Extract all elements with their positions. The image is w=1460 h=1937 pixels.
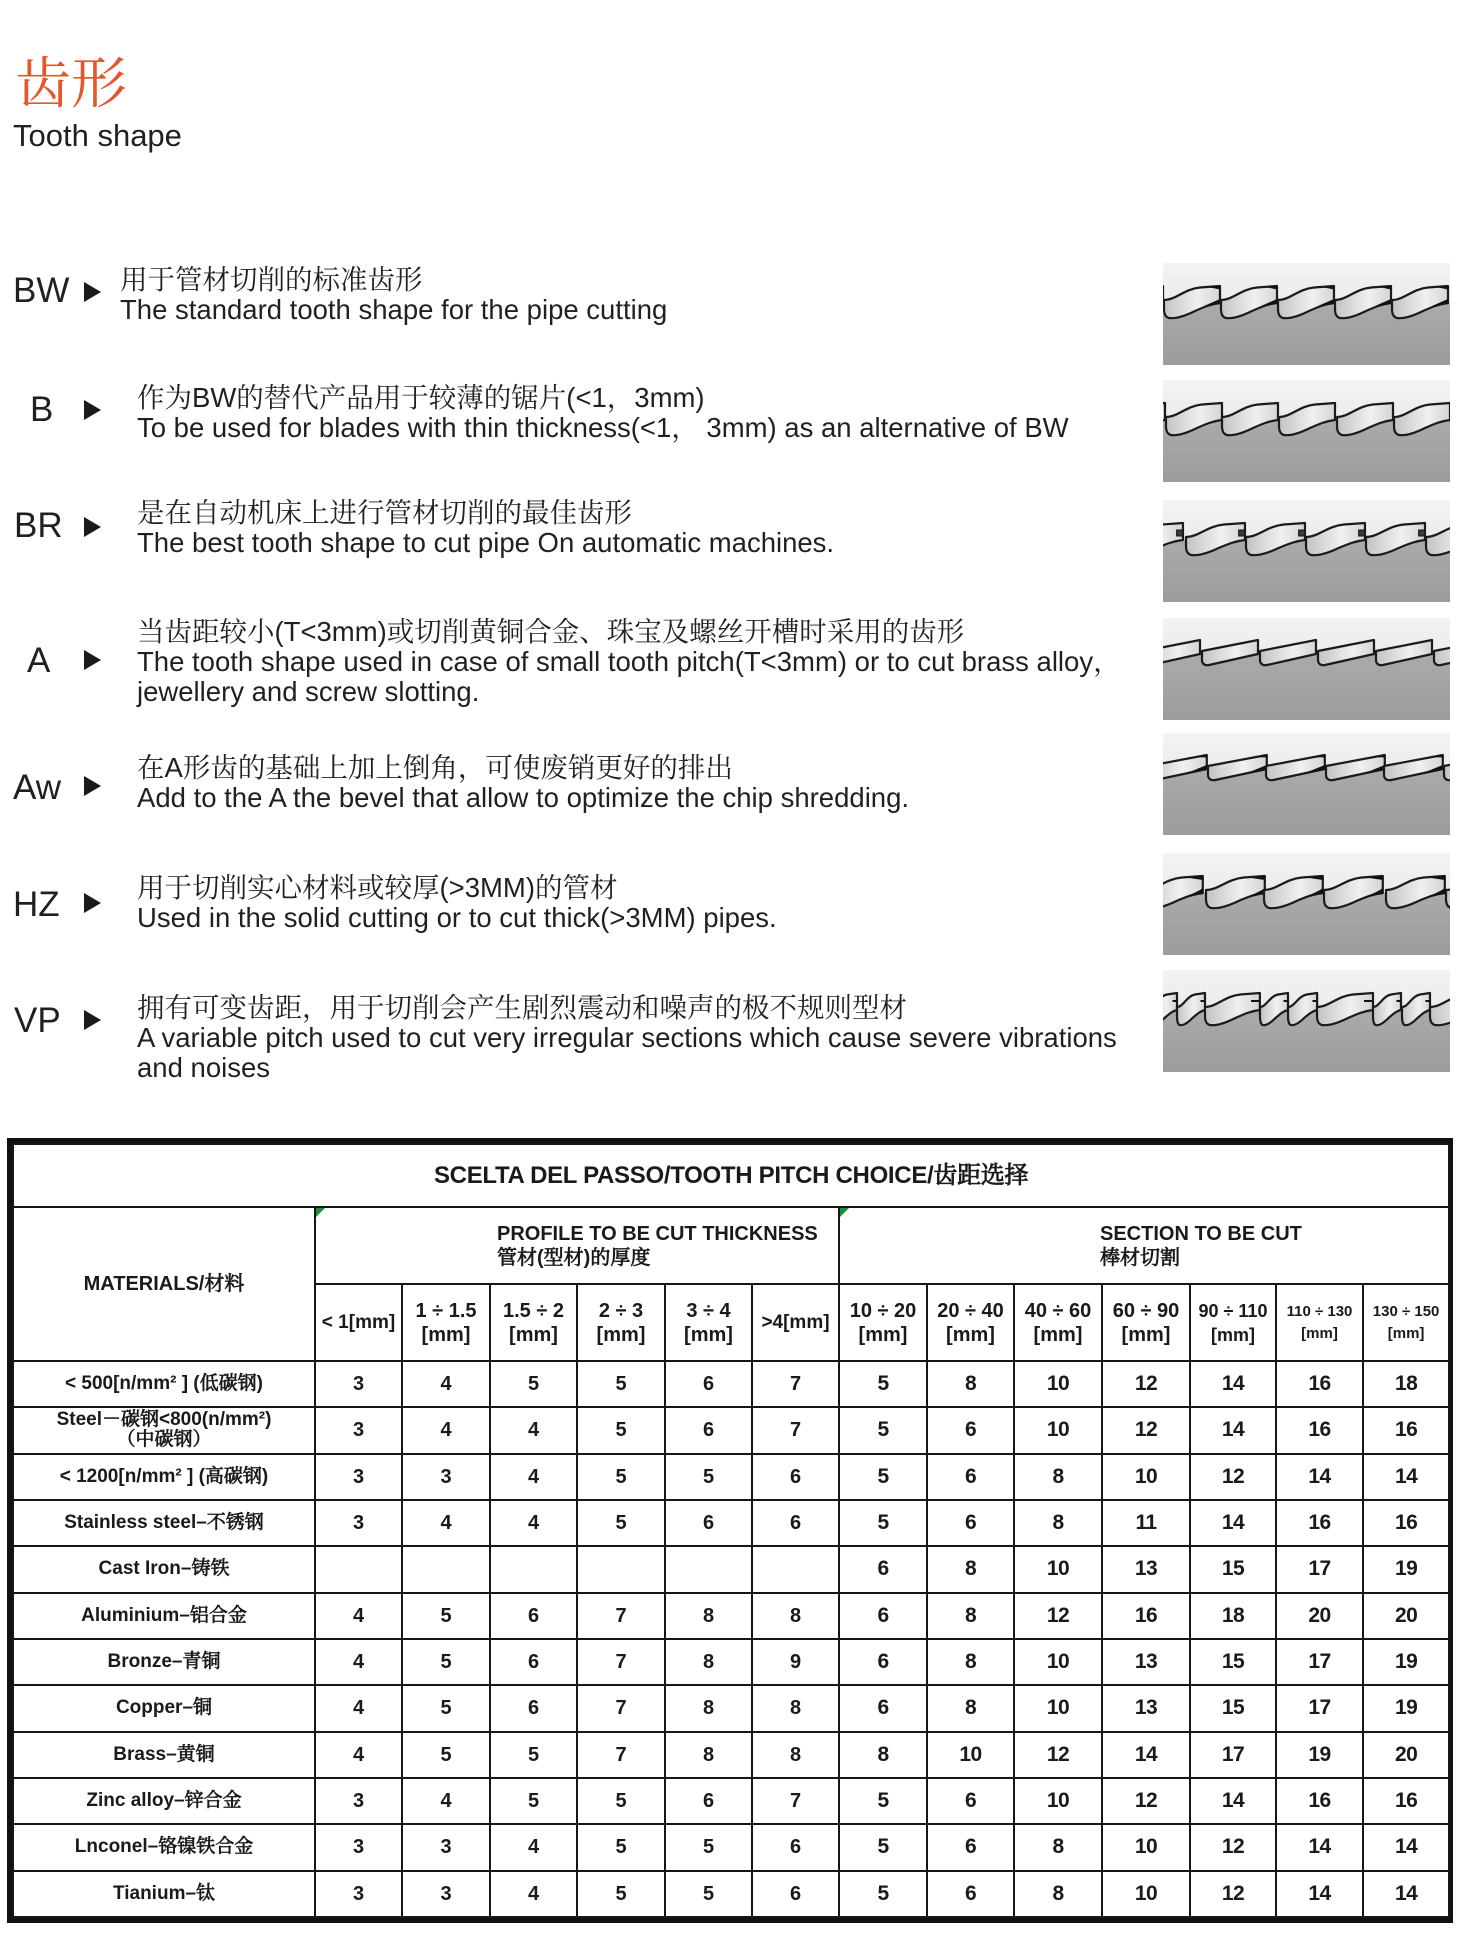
- a-tooth-profile-image: [1163, 618, 1450, 720]
- section-pitch-value: 10: [1014, 1685, 1102, 1731]
- column-unit: [mm]: [421, 1323, 471, 1346]
- column-unit: [mm]: [858, 1323, 908, 1346]
- profile-pitch-value: 9: [752, 1639, 839, 1685]
- section-pitch-value: 17: [1276, 1685, 1363, 1731]
- profile-pitch-value: 6: [752, 1454, 839, 1500]
- section-pitch-value: 19: [1363, 1685, 1449, 1731]
- column-range: 2 ÷ 3: [598, 1299, 644, 1322]
- profile-pitch-value: 5: [665, 1871, 752, 1917]
- description-chinese: 当齿距较小(T<3mm)或切削黄铜合金、珠宝及螺丝开槽时采用的齿形: [137, 616, 965, 647]
- column-unit: [mm]: [684, 1323, 733, 1346]
- vp-tooth-profile-image: [1163, 970, 1450, 1072]
- material-cell: [13, 1407, 315, 1453]
- material-name: （中碳钢）: [116, 1429, 212, 1451]
- profile-column-header: [577, 1284, 665, 1361]
- column-unit: [mm]: [1033, 1323, 1083, 1346]
- section-column-header: [1363, 1284, 1449, 1361]
- tooth-pitch-table: [7, 1138, 1453, 1923]
- column-range: >4[mm]: [761, 1311, 830, 1333]
- section-pitch-value: 8: [1014, 1824, 1102, 1870]
- description-english: To be used for blades with thin thickness(<1， 3mm) as an alternative of BW: [137, 412, 1069, 443]
- section-pitch-value: 10: [1014, 1361, 1102, 1407]
- tooth-code-label: HZ: [13, 885, 60, 924]
- bw-tooth-profile-image: [1163, 263, 1450, 365]
- column-unit: [mm]: [1387, 1324, 1425, 1342]
- profile-pitch-value: 6: [665, 1361, 752, 1407]
- profile-pitch-value: 6: [490, 1685, 577, 1731]
- material-name: < 500[n/mm² ] (低碳钢): [65, 1373, 263, 1395]
- profile-pitch-value: [577, 1546, 665, 1592]
- profile-pitch-value: 4: [402, 1500, 490, 1546]
- column-range: 1.5 ÷ 2: [502, 1299, 564, 1322]
- section-pitch-value: 12: [1190, 1871, 1276, 1917]
- profile-pitch-value: 4: [490, 1500, 577, 1546]
- profile-pitch-value: 3: [402, 1454, 490, 1500]
- page-title-english: Tooth shape: [13, 118, 182, 153]
- column-unit: [mm]: [509, 1323, 558, 1346]
- column-range: 20 ÷ 40: [937, 1299, 1004, 1322]
- tooth-code-label: B: [30, 390, 54, 429]
- material-cell: [13, 1454, 315, 1500]
- description-chinese: 作为BW的替代产品用于较薄的锯片(<1，3mm): [137, 382, 705, 413]
- materials-header: MATERIALS/材料: [13, 1207, 315, 1361]
- profile-pitch-value: [402, 1546, 490, 1592]
- tooth-code-label: BW: [13, 271, 70, 310]
- section-pitch-value: 10: [1102, 1824, 1190, 1870]
- table-row: [13, 1778, 1449, 1824]
- tooth-description: [137, 498, 834, 558]
- profile-pitch-value: 7: [577, 1639, 665, 1685]
- description-chinese: 在A形齿的基础上加上倒角，可使废销更好的排出: [137, 752, 733, 783]
- description-chinese: 拥有可变齿距，用于切削会产生剧烈震动和噪声的极不规则型材: [137, 992, 907, 1023]
- profile-column-header: [315, 1284, 402, 1361]
- section-pitch-value: 12: [1102, 1361, 1190, 1407]
- section-pitch-value: 8: [927, 1546, 1014, 1592]
- table-row: [13, 1732, 1449, 1778]
- section-pitch-value: 14: [1276, 1871, 1363, 1917]
- section-column-header: [1102, 1284, 1190, 1361]
- section-pitch-value: 6: [839, 1546, 927, 1592]
- profile-pitch-value: 5: [577, 1824, 665, 1870]
- section-pitch-value: 16: [1363, 1778, 1449, 1824]
- material-name: Brass–黄铜: [113, 1743, 215, 1765]
- comment-marker-icon: [840, 1208, 849, 1217]
- section-pitch-value: 15: [1190, 1639, 1276, 1685]
- table-row: [13, 1361, 1449, 1407]
- column-range: 40 ÷ 60: [1024, 1299, 1092, 1322]
- tooth-code-label: BR: [14, 506, 63, 545]
- triangle-bullet-icon: [84, 776, 101, 796]
- description-english: A variable pitch used to cut very irregular sections which cause severe vibrations: [137, 1022, 1117, 1053]
- table-row: [13, 1593, 1449, 1639]
- table-row: [13, 1871, 1449, 1917]
- profile-pitch-value: 3: [315, 1500, 402, 1546]
- section-pitch-value: 12: [1014, 1732, 1102, 1778]
- profile-pitch-value: 8: [752, 1732, 839, 1778]
- profile-pitch-value: 7: [577, 1593, 665, 1639]
- profile-pitch-value: 7: [752, 1361, 839, 1407]
- description-english: The standard tooth shape for the pipe cutting: [120, 294, 668, 325]
- section-column-header: [927, 1284, 1014, 1361]
- profile-pitch-value: 5: [577, 1407, 665, 1453]
- table-row: [13, 1407, 1449, 1453]
- profile-pitch-value: 4: [490, 1454, 577, 1500]
- tooth-description: [137, 993, 1117, 1083]
- column-range: 110 ÷ 130: [1286, 1302, 1353, 1320]
- section-pitch-value: 17: [1276, 1546, 1363, 1592]
- profile-pitch-value: 6: [752, 1871, 839, 1917]
- material-cell: [13, 1871, 315, 1917]
- triangle-bullet-icon: [84, 282, 101, 302]
- profile-thickness-header: [315, 1207, 839, 1284]
- section-pitch-value: 14: [1363, 1454, 1449, 1500]
- section-pitch-value: 6: [927, 1500, 1014, 1546]
- triangle-bullet-icon: [84, 650, 101, 670]
- column-range: 60 ÷ 90: [1112, 1299, 1180, 1322]
- section-column-header: [1014, 1284, 1102, 1361]
- column-range: 1 ÷ 1.5: [415, 1299, 477, 1322]
- section-pitch-value: 19: [1363, 1546, 1449, 1592]
- column-range: < 1[mm]: [321, 1311, 396, 1333]
- profile-column-header: [665, 1284, 752, 1361]
- triangle-bullet-icon: [84, 400, 101, 420]
- section-pitch-value: 8: [927, 1639, 1014, 1685]
- section-pitch-value: 12: [1190, 1824, 1276, 1870]
- material-cell: [13, 1778, 315, 1824]
- section-pitch-value: 16: [1276, 1778, 1363, 1824]
- profile-pitch-value: 4: [490, 1871, 577, 1917]
- blade-body: [1163, 769, 1450, 835]
- section-pitch-value: 17: [1276, 1639, 1363, 1685]
- profile-pitch-value: 5: [490, 1778, 577, 1824]
- profile-pitch-value: 3: [315, 1454, 402, 1500]
- section-header-chinese: 棒材切割: [1100, 1246, 1180, 1269]
- section-pitch-value: 14: [1276, 1824, 1363, 1870]
- section-pitch-value: 6: [839, 1685, 927, 1731]
- profile-pitch-value: 3: [315, 1407, 402, 1453]
- section-pitch-value: 14: [1190, 1361, 1276, 1407]
- profile-pitch-value: 6: [665, 1500, 752, 1546]
- profile-pitch-value: 3: [315, 1778, 402, 1824]
- section-pitch-value: 16: [1276, 1361, 1363, 1407]
- table-title-row: [13, 1144, 1449, 1207]
- section-pitch-value: 8: [1014, 1500, 1102, 1546]
- material-name: Lnconel–铬镍铁合金: [74, 1836, 254, 1858]
- profile-pitch-value: [752, 1546, 839, 1592]
- profile-pitch-value: 6: [665, 1407, 752, 1453]
- page-title-chinese: 齿形: [15, 52, 127, 115]
- section-pitch-value: 17: [1190, 1732, 1276, 1778]
- profile-pitch-value: 3: [402, 1871, 490, 1917]
- description-english: The best tooth shape to cut pipe On automatic machines.: [137, 527, 835, 558]
- section-pitch-value: 8: [927, 1593, 1014, 1639]
- profile-pitch-value: 7: [577, 1685, 665, 1731]
- tooth-description: [137, 383, 1069, 443]
- tooth-code-label: A: [27, 641, 51, 680]
- material-name: < 1200[n/mm² ] (高碳钢): [59, 1465, 269, 1487]
- hz-tooth-profile-image: [1163, 853, 1450, 955]
- aw-tooth-profile-image: [1163, 733, 1450, 835]
- table-row: [13, 1454, 1449, 1500]
- material-name: Copper–铜: [115, 1697, 213, 1719]
- profile-pitch-value: 3: [402, 1824, 490, 1870]
- section-pitch-value: 16: [1102, 1593, 1190, 1639]
- section-pitch-value: 8: [1014, 1454, 1102, 1500]
- material-name: Tianium–钛: [112, 1882, 216, 1904]
- section-pitch-value: 18: [1363, 1361, 1449, 1407]
- section-pitch-value: 10: [1014, 1546, 1102, 1592]
- section-pitch-value: 14: [1190, 1407, 1276, 1453]
- comment-marker-icon: [316, 1208, 325, 1217]
- section-pitch-value: 8: [839, 1732, 927, 1778]
- profile-pitch-value: 5: [402, 1732, 490, 1778]
- profile-pitch-value: 6: [752, 1500, 839, 1546]
- section-pitch-value: 13: [1102, 1639, 1190, 1685]
- tooth-code-label: Aw: [13, 768, 61, 807]
- section-pitch-value: 6: [927, 1871, 1014, 1917]
- profile-pitch-value: 4: [315, 1732, 402, 1778]
- section-pitch-value: 6: [839, 1593, 927, 1639]
- profile-pitch-value: 7: [577, 1732, 665, 1778]
- pitch-table-grid: [12, 1143, 1450, 1918]
- profile-pitch-value: 4: [402, 1778, 490, 1824]
- section-pitch-value: 8: [927, 1685, 1014, 1731]
- profile-pitch-value: 8: [665, 1593, 752, 1639]
- material-cell: [13, 1639, 315, 1685]
- profile-pitch-value: 8: [665, 1639, 752, 1685]
- section-pitch-value: 14: [1190, 1778, 1276, 1824]
- section-pitch-value: 14: [1363, 1824, 1449, 1870]
- section-pitch-value: 10: [1014, 1407, 1102, 1453]
- tooth-description: [120, 265, 667, 325]
- table-title: SCELTA DEL PASSO/TOOTH PITCH CHOICE/齿距选择: [13, 1144, 1449, 1207]
- column-range: 10 ÷ 20: [849, 1299, 917, 1322]
- profile-pitch-value: 5: [577, 1778, 665, 1824]
- profile-pitch-value: 5: [402, 1685, 490, 1731]
- column-range: 130 ÷ 150: [1372, 1302, 1440, 1320]
- section-pitch-value: 20: [1363, 1732, 1449, 1778]
- section-pitch-value: 12: [1190, 1454, 1276, 1500]
- section-pitch-value: 12: [1014, 1593, 1102, 1639]
- tooth-description: [137, 753, 909, 813]
- triangle-bullet-icon: [84, 893, 101, 913]
- profile-pitch-value: 5: [490, 1361, 577, 1407]
- description-english-continued: jewellery and screw slotting.: [137, 676, 480, 707]
- profile-pitch-value: 5: [490, 1732, 577, 1778]
- material-cell: [13, 1685, 315, 1731]
- b-tooth-profile-image: [1163, 380, 1450, 482]
- section-pitch-value: 10: [927, 1732, 1014, 1778]
- section-pitch-value: 14: [1190, 1500, 1276, 1546]
- section-column-header: [1276, 1284, 1363, 1361]
- section-pitch-value: 12: [1102, 1407, 1190, 1453]
- profile-pitch-value: 5: [577, 1361, 665, 1407]
- triangle-bullet-icon: [84, 517, 101, 537]
- profile-column-header: [402, 1284, 490, 1361]
- profile-pitch-value: 6: [490, 1639, 577, 1685]
- material-cell: [13, 1361, 315, 1407]
- section-pitch-value: 19: [1363, 1639, 1449, 1685]
- profile-pitch-value: 4: [402, 1361, 490, 1407]
- section-pitch-value: 5: [839, 1407, 927, 1453]
- profile-pitch-value: 5: [665, 1824, 752, 1870]
- material-cell: [13, 1593, 315, 1639]
- table-row: [13, 1639, 1449, 1685]
- section-pitch-value: 8: [1014, 1871, 1102, 1917]
- column-unit: [mm]: [1301, 1324, 1338, 1342]
- tooth-description: [137, 873, 777, 933]
- section-pitch-value: 16: [1276, 1500, 1363, 1546]
- section-pitch-value: 10: [1014, 1639, 1102, 1685]
- section-column-header: [839, 1284, 927, 1361]
- profile-pitch-value: 4: [402, 1407, 490, 1453]
- material-name: Zinc alloy–锌合金: [86, 1790, 242, 1812]
- description-english: Used in the solid cutting or to cut thick(>3MM) pipes.: [137, 902, 777, 933]
- material-name: Stainless steel–不锈钢: [64, 1512, 264, 1534]
- description-chinese: 用于切削实心材料或较厚(>3MM)的管材: [137, 872, 618, 903]
- profile-pitch-value: 5: [577, 1500, 665, 1546]
- section-pitch-value: 5: [839, 1778, 927, 1824]
- table-row: [13, 1546, 1449, 1592]
- section-pitch-value: 10: [1014, 1778, 1102, 1824]
- table-row: [13, 1500, 1449, 1546]
- description-english: Add to the A the bevel that allow to optimize the chip shredding.: [137, 782, 910, 813]
- section-pitch-value: 14: [1276, 1454, 1363, 1500]
- profile-pitch-value: [665, 1546, 752, 1592]
- material-cell: [13, 1546, 315, 1592]
- table-row: [13, 1824, 1449, 1870]
- profile-pitch-value: [315, 1546, 402, 1592]
- column-unit: [mm]: [1211, 1324, 1255, 1345]
- material-name: Bronze–青铜: [107, 1651, 221, 1673]
- section-pitch-value: 20: [1363, 1593, 1449, 1639]
- section-pitch-value: 16: [1276, 1407, 1363, 1453]
- profile-pitch-value: 3: [315, 1361, 402, 1407]
- profile-pitch-value: 4: [490, 1407, 577, 1453]
- section-pitch-value: 6: [927, 1824, 1014, 1870]
- section-pitch-value: 10: [1102, 1454, 1190, 1500]
- section-pitch-value: 14: [1102, 1732, 1190, 1778]
- section-header: [839, 1207, 1449, 1284]
- section-pitch-value: 12: [1102, 1778, 1190, 1824]
- section-pitch-value: 15: [1190, 1685, 1276, 1731]
- section-pitch-value: 18: [1190, 1593, 1276, 1639]
- description-chinese: 用于管材切削的标准齿形: [120, 264, 423, 295]
- section-pitch-value: 16: [1363, 1407, 1449, 1453]
- column-unit: [mm]: [946, 1323, 995, 1346]
- section-pitch-value: 5: [839, 1361, 927, 1407]
- profile-pitch-value: 7: [752, 1778, 839, 1824]
- profile-pitch-value: 4: [315, 1639, 402, 1685]
- profile-pitch-value: 8: [665, 1685, 752, 1731]
- section-pitch-value: 5: [839, 1871, 927, 1917]
- profile-header-chinese: 管材(型材)的厚度: [497, 1246, 651, 1269]
- profile-pitch-value: 5: [402, 1639, 490, 1685]
- section-pitch-value: 15: [1190, 1546, 1276, 1592]
- column-range: 3 ÷ 4: [686, 1299, 731, 1322]
- section-pitch-value: 13: [1102, 1546, 1190, 1592]
- profile-pitch-value: 8: [752, 1685, 839, 1731]
- section-pitch-value: 11: [1102, 1500, 1190, 1546]
- profile-pitch-value: [490, 1546, 577, 1592]
- profile-pitch-value: 8: [752, 1593, 839, 1639]
- section-pitch-value: 6: [927, 1407, 1014, 1453]
- section-pitch-value: 8: [927, 1361, 1014, 1407]
- column-unit: [mm]: [1121, 1323, 1171, 1346]
- profile-pitch-value: 3: [315, 1871, 402, 1917]
- material-cell: [13, 1824, 315, 1870]
- section-pitch-value: 16: [1363, 1500, 1449, 1546]
- description-english-continued: and noises: [137, 1052, 271, 1083]
- description-english: The tooth shape used in case of small tooth pitch(T<3mm) or to cut brass alloy，: [137, 646, 1121, 677]
- profile-pitch-value: 5: [577, 1871, 665, 1917]
- material-name: Steel－碳钢<800(n/mm²): [56, 1409, 272, 1431]
- material-name: Aluminium–铝合金: [81, 1604, 247, 1626]
- profile-pitch-value: 3: [315, 1824, 402, 1870]
- section-pitch-value: 6: [927, 1454, 1014, 1500]
- section-header-english: SECTION TO BE CUT: [1100, 1222, 1302, 1245]
- profile-pitch-value: 5: [402, 1593, 490, 1639]
- profile-column-header: [490, 1284, 577, 1361]
- profile-pitch-value: 4: [315, 1593, 402, 1639]
- profile-pitch-value: 5: [665, 1454, 752, 1500]
- section-pitch-value: 14: [1363, 1871, 1449, 1917]
- material-name: Cast Iron–铸铁: [98, 1558, 230, 1580]
- tooth-description: [137, 617, 1121, 707]
- column-range: 90 ÷ 110: [1198, 1300, 1268, 1321]
- profile-pitch-value: 7: [752, 1407, 839, 1453]
- profile-pitch-value: 8: [665, 1732, 752, 1778]
- section-pitch-value: 6: [839, 1639, 927, 1685]
- section-column-header: [1190, 1284, 1276, 1361]
- description-chinese: 是在自动机床上进行管材切削的最佳齿形: [137, 497, 632, 528]
- section-pitch-value: 5: [839, 1454, 927, 1500]
- material-cell: [13, 1732, 315, 1778]
- profile-header-english: PROFILE TO BE CUT THICKNESS: [497, 1222, 818, 1245]
- profile-pitch-value: 6: [665, 1778, 752, 1824]
- section-pitch-value: 6: [927, 1778, 1014, 1824]
- section-pitch-value: 19: [1276, 1732, 1363, 1778]
- section-pitch-value: 5: [839, 1500, 927, 1546]
- table-row: [13, 1685, 1449, 1731]
- br-tooth-profile-image: [1163, 500, 1450, 602]
- tooth-code-label: VP: [14, 1001, 61, 1040]
- material-cell: [13, 1500, 315, 1546]
- column-unit: [mm]: [596, 1323, 646, 1346]
- profile-pitch-value: 4: [490, 1824, 577, 1870]
- profile-pitch-value: 6: [490, 1593, 577, 1639]
- section-pitch-value: 5: [839, 1824, 927, 1870]
- section-pitch-value: 13: [1102, 1685, 1190, 1731]
- profile-column-header: [752, 1284, 839, 1361]
- profile-pitch-value: 4: [315, 1685, 402, 1731]
- section-pitch-value: 10: [1102, 1871, 1190, 1917]
- section-pitch-value: 20: [1276, 1593, 1363, 1639]
- triangle-bullet-icon: [84, 1010, 101, 1030]
- profile-pitch-value: 5: [577, 1454, 665, 1500]
- profile-pitch-value: 6: [752, 1824, 839, 1870]
- table-group-header-row: [13, 1207, 1449, 1284]
